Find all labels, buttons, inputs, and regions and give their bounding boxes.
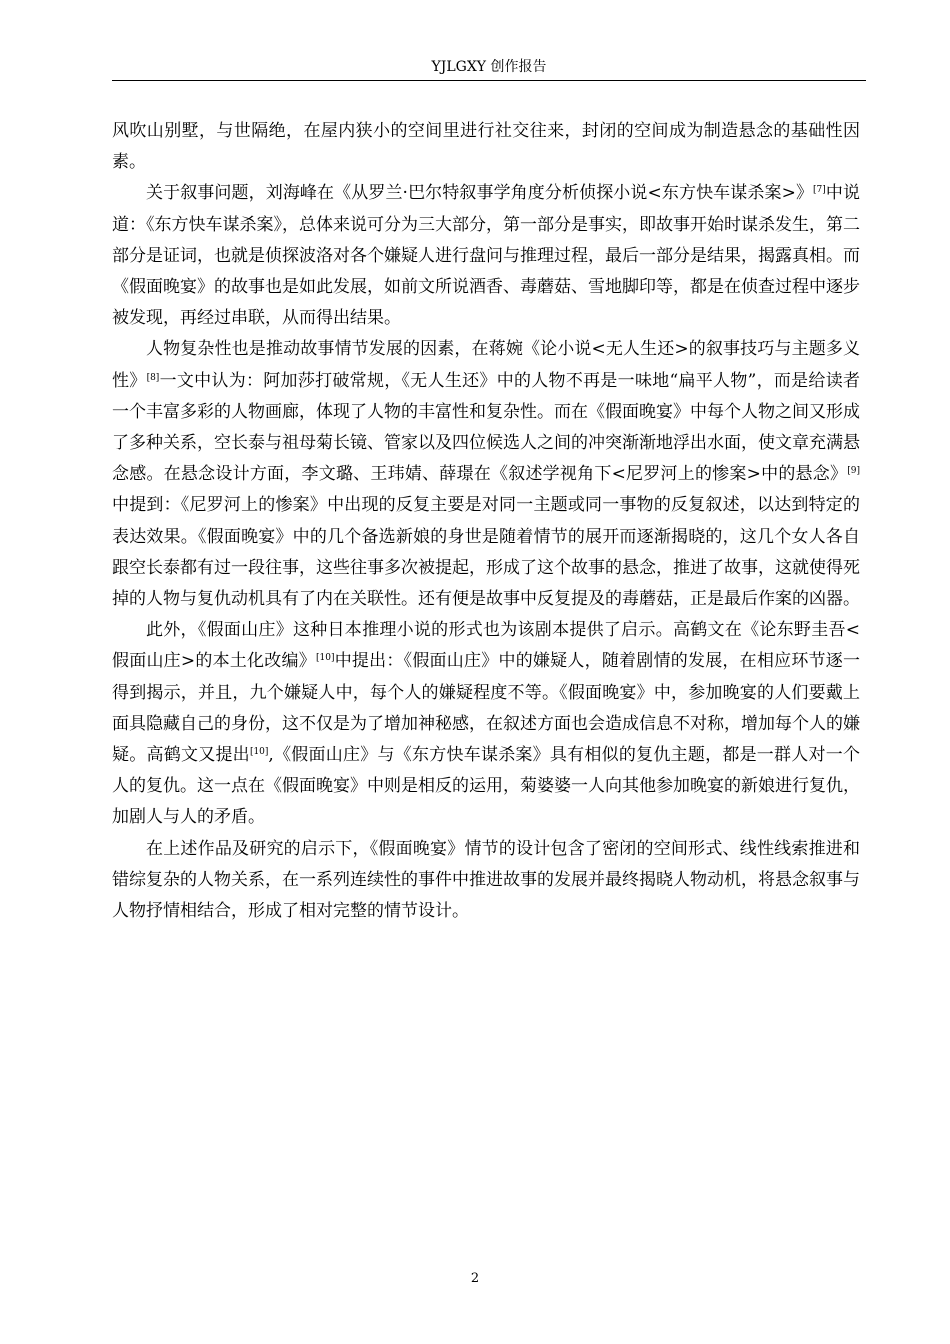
citation-marker: [9] [847,466,860,477]
body-paragraph [112,178,860,334]
citation-marker: [10] [315,653,335,664]
body-paragraph [112,334,860,615]
paragraph-text: 中提到：《尼罗河上的惨案》中出现的反复主要是对同一主题或同一事物的反复叙述，以达到特定的表达效果。《假面晚宴》中的几个备选新娘的身世是随着情节的展开而逐渐揭晓的，这几个女人各自跟空长泰都有过一段往事，这些往事多次被提起，形成了这个故事的悬念，推进了故事，这就使得死掉的人物与复仇动机具有了内在关联性。还有便是故事中反复提及的毒蘑菇，正是最后作案的凶器。 [112,495,860,610]
paragraph-text: 关于叙事问题，刘海峰在《从罗兰·巴尔特叙事学角度分析侦探小说<东方快车谋杀案>》 [146,183,814,204]
paragraph-text: 一文中认为：阿加莎打破常规，《无人生还》中的人物不再是一味地“扁平人物”，而是给读者一个丰富多彩的人物画廊，体现了人物的丰富性和复杂性。而在《假面晚宴》中每个人物之间又形成了多种关系，空长泰与祖母菊长镜、管家以及四位候选人之间的冲突渐渐地浮出水面，使文章充满悬念感。在悬念设计方面，李文璐、王玮婧、薛璟在《叙述学视角下<尼罗河上的惨案>中的悬念》 [112,370,860,485]
citation-marker: [10] [249,747,269,758]
citation-marker: [7] [813,185,826,196]
paragraph-text: 人物复杂性也是推动故事情节发展的因素，在蒋婉《论小说<无人生还>的叙事技巧与主题多义性》 [112,339,860,391]
header-divider [112,80,866,81]
page-number: 2 [470,1271,480,1286]
page-header: YJLGXY 创作报告 [431,59,547,75]
body-paragraph [112,116,860,178]
paragraph-text: 中说道：《东方快车谋杀案》，总体来说可分为三大部分，第一部分是事实，即故事开始时谋杀发生，第二部分是证词，也就是侦探波洛对各个嫌疑人进行盘问与推理过程，最后一部分是结果，揭露真相。而《假面晚宴》的故事也是如此发展，如前文所说酒香、毒蘑菇、雪地脚印等，都是在侦查过程中逐步被发现，再经过串联，从而得出结果。 [112,183,861,329]
document-body [112,116,860,927]
paragraph-text: 此外，《假面山庄》这种日本推理小说的形式也为该剧本提供了启示。高鹤文在《论东野圭吾<假面山庄>的本土化改编》 [112,620,860,672]
paragraph-text: 在上述作品及研究的启示下，《假面晚宴》情节的设计包含了密闭的空间形式、线性线索推进和错综复杂的人物关系，在一系列连续性的事件中推进故事的发展并最终揭晓人物动机，将悬念叙事与人物抒情相结合，形成了相对完整的情节设计。 [112,838,860,922]
paragraph-text: 中提出：《假面山庄》中的嫌疑人，随着剧情的发展，在相应环节逐一得到揭示，并且，九个嫌疑人中，每个人的嫌疑程度不等。《假面晚宴》中，参加晚宴的人们要戴上面具隐藏自己的身份，这不仅是为了增加神秘感，在叙述方面也会造成信息不对称，增加每个人的嫌疑。高鹤文又提出 [112,651,861,766]
body-paragraph [112,834,860,928]
paragraph-text: 风吹山别墅，与世隔绝，在屋内狭小的空间里进行社交往来，封闭的空间成为制造悬念的基础性因素。 [112,121,860,173]
body-paragraph [112,615,860,833]
citation-marker: [8] [146,372,160,383]
paragraph-text: ,《假面山庄》与《东方快车谋杀案》具有相似的复仇主题，都是一群人对一个人的复仇。这一点在《假面晚宴》中则是相反的运用，菊婆婆一人向其他参加晚宴的新娘进行复仇，加剧人与人的矛盾。 [112,745,861,828]
